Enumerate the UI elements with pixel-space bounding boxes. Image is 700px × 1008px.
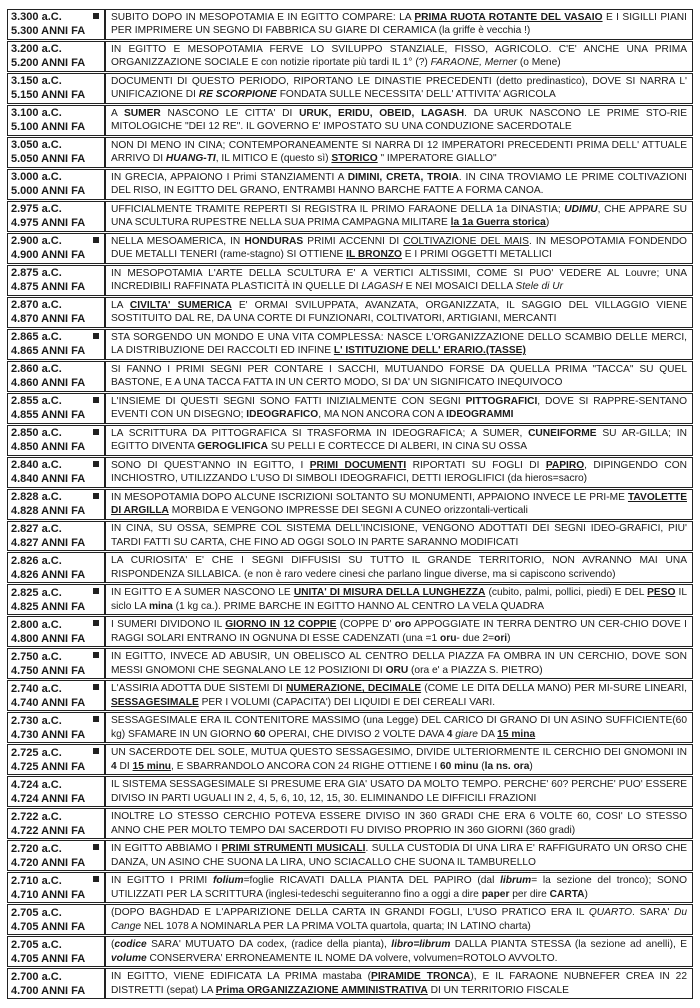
timeline-row (7, 616, 693, 647)
timeline-row (7, 169, 693, 200)
date-cell (8, 458, 106, 487)
year-label: 2.725 a.C. (11, 746, 62, 759)
event-description: IN GRECIA, APPAIONO I Primi STANZIAMENTI A DIMINI, CRETA, TROIA. IN CINA TROVIAMO LE PRIME COLTIVAZIONI DEL RISO, IN EGITTO DEL GRANO, ENTRAMBI HANNO BARCHE FATTE A FORMA CANOA. (111, 171, 687, 197)
date-cell (8, 170, 106, 199)
timeline-row (7, 73, 693, 104)
date-cell (8, 777, 106, 806)
event-description: UFFICIALMENTE TRAMITE REPERTI SI REGISTRA IL PRIMO FARAONE DELLA 1a DINASTIA; UDIMU, CHE APPARE SU UNA SCULTURA RUPESTRE NELLA SUA PRIMA CAMPAGNA MILITARE la 1a Guerra storica) (111, 203, 687, 229)
date-cell (8, 809, 106, 838)
year-label: 2.825 a.C. (11, 586, 62, 599)
event-description: LA CURIOSITA' E' CHE I SEGNI DIFFUSISI SU TUTTO IL GRANDE TERRITORIO, NON AVRANNO MAI UNA RISPONDENZA SILLABICA. (e non è raro vedere cinesi che parlano lingue diverse, ma si capiscono scrivendo) (111, 555, 687, 580)
date-cell (8, 266, 106, 295)
event-description: DOCUMENTI DI QUESTO PERIODO, RIPORTANO LE DINASTIE PRECEDENTI (detto predinastico), DOVE SI NARRA L' UNIFICAZIONE DI RE SCORPIONE FONDATA SULLE NECESSITA' DELL' ATTIVITA' AGRICOLA (111, 75, 687, 101)
year-label: 2.720 a.C. (11, 842, 62, 855)
year-label: 2.710 a.C. (11, 874, 62, 887)
years-ago-label: 4.825 ANNI FA (11, 600, 86, 613)
date-cell (8, 394, 106, 423)
timeline-row (7, 808, 693, 839)
timeline-row (7, 297, 693, 328)
event-description: SONO DI QUEST'ANNO IN EGITTO, I PRIMI DOCUMENTI RIPORTATI SU FOGLI DI PAPIRO, DIPINGENDO CON INCHIOSTRO, UTILIZZANDO L'USO DI SIMBOLI IDEOGRAFICI, DETTI IEROGLIFICI (da hieros=sacro) (111, 459, 687, 485)
square-bullet-icon (93, 333, 99, 339)
date-cell (8, 234, 106, 263)
year-label: 2.875 a.C. (11, 267, 62, 280)
timeline-row (7, 840, 693, 871)
years-ago-label: 4.828 ANNI FA (11, 505, 86, 518)
square-bullet-icon (93, 493, 99, 499)
year-label: 2.826 a.C. (11, 554, 62, 567)
year-label: 3.300 a.C. (11, 11, 62, 24)
date-cell (8, 681, 106, 710)
square-bullet-icon (93, 237, 99, 243)
event-description: LA SCRITTURA DA PITTOGRAFICA SI TRASFORMA IN IDEOGRAFICA; A SUMER, CUNEIFORME SU AR-GILLA; IN EGITTO DIVENTA GEROGLIFICA SU PELLI E CORTECCE DI ALBERI, IN CINA SU OSSA (111, 427, 687, 453)
year-label: 2.860 a.C. (11, 363, 62, 376)
years-ago-label: 5.050 ANNI FA (11, 153, 86, 166)
years-ago-label: 5.150 ANNI FA (11, 89, 86, 102)
square-bullet-icon (93, 461, 99, 467)
square-bullet-icon (93, 716, 99, 722)
event-description: A SUMER NASCONO LE CITTA' DI URUK, ERIDU, OBEID, LAGASH. DA URUK NASCONO LE PRIME STO-RIE MITOLOGICHE "DEI 12 RE". IL GOVERNO E' IMPOSTATO SU UNA CONDUZIONE SACERDOTALE (111, 107, 687, 133)
year-label: 2.975 a.C. (11, 203, 62, 216)
date-cell (8, 490, 106, 519)
year-label: 2.722 a.C. (11, 810, 62, 823)
event-description: IN MESOPOTAMIA L'ARTE DELLA SCULTURA E' A VERTICI ALTISSIMI, COME SI PUO' VEDERE AL Louvre; UNA INCREDIBILI RAFFINATA PLASTICITÀ IN QUELLE DI LAGASH E NEI MOSAICI DELLA Stele di Ur (111, 267, 687, 293)
years-ago-label: 4.722 ANNI FA (11, 824, 86, 837)
years-ago-label: 4.870 ANNI FA (11, 313, 86, 326)
years-ago-label: 4.827 ANNI FA (11, 536, 86, 549)
square-bullet-icon (93, 684, 99, 690)
timeline-row (7, 9, 693, 40)
event-description: UN SACERDOTE DEL SOLE, MUTUA QUESTO SESSAGESIMO, DIVIDE ULTERIORMENTE IL CERCHIO DEI GNOMONI IN 4 DI 15 minu, E SBARRANDOLO ANCORA CON 24 RIGHE OTTIENE I 60 minu (la ns. ora) (111, 747, 687, 772)
year-label: 2.865 a.C. (11, 331, 62, 344)
year-label: 2.870 a.C. (11, 299, 62, 312)
year-label: 2.828 a.C. (11, 491, 62, 504)
event-description: NELLA MESOAMERICA, IN HONDURAS PRIMI ACCENNI DI COLTIVAZIONE DEL MAIS. IN MESOPOTAMIA FONDENDO DUE METALLI TENERI (rame-stagno) SI OTTIENE IL BRONZO E I PRIMI OGGETTI METALLICI (111, 235, 687, 261)
year-label: 2.740 a.C. (11, 682, 62, 695)
years-ago-label: 4.850 ANNI FA (11, 441, 86, 454)
date-cell (8, 905, 106, 934)
timeline-row (7, 936, 693, 967)
timeline-row (7, 552, 693, 583)
event-description: SUBITO DOPO IN MESOPOTAMIA E IN EGITTO COMPARE: LA PRIMA RUOTA ROTANTE DEL VASAIO E I SIGILLI PIANI PER IMPRIMERE UN SEGNO DI FABBRICA SU GIARE DI CERAMICA (la griffe è vecchia !) (111, 11, 687, 37)
timeline-row (7, 968, 693, 999)
year-label: 3.150 a.C. (11, 75, 62, 88)
event-description: INOLTRE LO STESSO CERCHIO POTEVA ESSERE DIVISO IN 360 GRADI CHE ERA 6 VOLTE 60, COSI' LO STESSO ANNO CHE PER MOLTO TEMPO DAI SACERDOTI FU DIVISO PROPRIO IN 360 GIORNI (360 gradi) (111, 811, 687, 836)
years-ago-label: 4.860 ANNI FA (11, 377, 86, 390)
square-bullet-icon (93, 429, 99, 435)
year-label: 4.724 a.C. (11, 778, 62, 791)
timeline-row (7, 648, 693, 679)
timeline-row (7, 329, 693, 360)
date-cell (8, 362, 106, 391)
date-cell (8, 649, 106, 678)
date-cell (8, 585, 106, 614)
year-label: 2.800 a.C. (11, 618, 62, 631)
event-description: IN MESOPOTAMIA DOPO ALCUNE ISCRIZIONI SOLTANTO SU MONUMENTI, APPAIONO INVECE LE PRI-ME TAVOLETTE DI ARGILLA MORBIDA E VENGONO IMPRESSE DEI SEGNI A CUNEO orizzontali-verticali (111, 491, 687, 517)
timeline-row (7, 584, 693, 615)
date-cell (8, 426, 106, 455)
event-description: STA SORGENDO UN MONDO E UNA VITA COMPLESSA: NASCE L'ORGANIZZAZIONE DELLO SCAMBIO DELLE MERCI, LA DISTRIBUZIONE DEI RACCOLTI ED INFINE L' ISTITUZIONE DELL' ERARIO.(TASSE) (111, 331, 687, 357)
years-ago-label: 4.700 ANNI FA (11, 984, 86, 997)
event-description: IN EGITTO, INVECE AD ABUSIR, UN OBELISCO AL CENTRO DELLA PIAZZA FA OMBRA IN UN CERCHIO, DOVE SON MESSI GNOMONI CHE SEGNALANO LE 12 POSIZIONI DI ORU (ora e' a PIAZZA S. PIETRO) (111, 651, 687, 676)
year-label: 3.050 a.C. (11, 139, 62, 152)
year-label: 2.705 a.C. (11, 938, 62, 951)
timeline-row (7, 201, 693, 232)
event-description: IN EGITTO, VIENE EDIFICATA LA PRIMA mastaba (PIRAMIDE TRONCA), E IL FARAONE NUBNEFER CREA IN 22 DISTRETTI (sepat) LA Prima ORGANIZZAZIONE AMMINISTRATIVA DI UN TERRITORIO FISCALE (111, 971, 688, 996)
year-label: 2.750 a.C. (11, 650, 62, 663)
event-description: SI FANNO I PRIMI SEGNI PER CONTARE I SACCHI, MUTUANDO FORSE DA QUELLA PRIMA "TACCA" SU QUEL BASTONE, E A UNA TACCA FATTA IN UN CERTO MODO, SI DA' UN SIGNIFICATO INEQUIVOCO (111, 363, 687, 389)
square-bullet-icon (93, 748, 99, 754)
timeline-row (7, 361, 693, 392)
timeline-row (7, 265, 693, 296)
year-label: 2.855 a.C. (11, 395, 62, 408)
date-cell (8, 202, 106, 231)
square-bullet-icon (93, 588, 99, 594)
timeline-row (7, 233, 693, 264)
years-ago-label: 4.750 ANNI FA (11, 664, 86, 677)
date-cell (8, 553, 106, 582)
date-cell (8, 969, 106, 998)
event-description: IN EGITTO I PRIMI folium=foglie RICAVATI DALLA PIANTA DEL PAPIRO (dal librum= la sezione del tronco); SONO UTILIZZATI PER LA SCRITTURA (inglesi-tedeschi seguiteranno fino a oggi a dire paper per dire CARTA) (111, 875, 688, 900)
years-ago-label: 4.725 ANNI FA (11, 760, 86, 773)
event-description: IN CINA, SU OSSA, SEMPRE COL SISTEMA DELL'INCISIONE, VENGONO ADOTTATI DEI SEGNI IDEO-GRAFICI, PIU' TARDI FATTI SU CARTA, CHE FINO AD OGGI SOLO IN PARTE SARANNO MODIFICATI (111, 523, 687, 548)
event-description: (DOPO BAGHDAD E L'APPARIZIONE DELLA CARTA IN GRANDI FOGLI, L'USO PRATICO ERA IL QUARTO. SARA' Du Cange NEL 1078 A NOMINARLA PER LA PRIMA VOLTA quartola, quarta; IN LATINO charta) (111, 907, 687, 932)
timeline-row (7, 425, 693, 456)
timeline-row (7, 776, 693, 807)
event-description: NON DI MENO IN CINA; CONTEMPORANEAMENTE SI NARRA DI 12 IMPERATORI PRECEDENTI PRIMA DELL' ATTUALE ARRIVO DI HUANG-TI, IL MITICO E (questo sì) STORICO " IMPERATORE GIALLO" (111, 139, 687, 165)
square-bullet-icon (93, 13, 99, 19)
date-cell (8, 330, 106, 359)
date-cell (8, 745, 106, 774)
date-cell (8, 713, 106, 742)
years-ago-label: 4.875 ANNI FA (11, 281, 86, 294)
date-cell (8, 617, 106, 646)
years-ago-label: 5.100 ANNI FA (11, 121, 86, 134)
event-description: LA CIVILTA' SUMERICA E' ORMAI SVILUPPATA, AVANZATA, ORGANIZZATA, IL SAGGIO DEL VILLAGGIO VIENE SOSTITUITO DAL RE, DA UNA CORTE DI FUNZIONARI, COLTIVATORI, ARTIGIANI, MERCANTI (111, 299, 687, 325)
event-description: SESSAGESIMALE ERA IL CONTENITORE MASSIMO (una Legge) DEL CARICO DI GRANO DI UN ASINO SUFFICIENTE(60 kg) SFAMARE IN UN GIORNO 60 OPERAI, CHE DIVISO 2 VOLTE DAVA 4 giare DA 15 mina (111, 715, 687, 740)
years-ago-label: 5.000 ANNI FA (11, 185, 86, 198)
years-ago-label: 4.720 ANNI FA (11, 856, 86, 869)
year-label: 3.000 a.C. (11, 171, 62, 184)
years-ago-label: 4.730 ANNI FA (11, 728, 86, 741)
timeline-row (7, 872, 693, 903)
year-label: 2.730 a.C. (11, 714, 62, 727)
date-cell (8, 937, 106, 966)
timeline-row (7, 744, 693, 775)
timeline-table (7, 9, 693, 1000)
years-ago-label: 4.826 ANNI FA (11, 568, 86, 581)
event-description: IN EGITTO E A SUMER NASCONO LE UNITA' DI MISURA DELLA LUNGHEZZA (cubito, palmi, pollici, piedi) E DEL PESO IL siclo LA mina (1 kg ca.). PRIME BARCHE IN EGITTO HANNO AL CENTRO LA VELA QUADRA (111, 587, 688, 612)
event-description: IN EGITTO E MESOPOTAMIA FERVE LO SVILUPPO STANZIALE, FISSO, AGRICOLO. C'E' ANCHE UNA PRIMA ORGANIZZAZIONE SOCIALE E con notizie riportate più tardi IL 1° (?) FARAONE, Merner (o Mene) (111, 43, 687, 69)
years-ago-label: 4.975 ANNI FA (11, 217, 86, 230)
years-ago-label: 5.200 ANNI FA (11, 57, 86, 70)
year-label: 2.840 a.C. (11, 459, 62, 472)
timeline-row (7, 489, 693, 520)
date-cell (8, 873, 106, 902)
square-bullet-icon (93, 620, 99, 626)
date-cell (8, 74, 106, 103)
date-cell (8, 298, 106, 327)
year-label: 2.850 a.C. (11, 427, 62, 440)
timeline-row (7, 521, 693, 552)
years-ago-label: 4.865 ANNI FA (11, 345, 86, 358)
year-label: 2.705 a.C. (11, 906, 62, 919)
square-bullet-icon (93, 397, 99, 403)
date-cell (8, 106, 106, 135)
timeline-row (7, 712, 693, 743)
year-label: 3.100 a.C. (11, 107, 62, 120)
date-cell (8, 42, 106, 71)
years-ago-label: 4.724 ANNI FA (11, 792, 86, 805)
square-bullet-icon (93, 652, 99, 658)
event-description: I SUMERI DIVIDONO IL GIORNO IN 12 COPPIE (COPPE D' oro APPOGGIATE IN TERRA DENTRO UN CER-CHIO DOVE I RAGGI SOLARI ENTRANO IN OGNUNA DI ESSE CADENZATI (una =1 oru- due 2=ori) (111, 619, 687, 644)
years-ago-label: 4.900 ANNI FA (11, 249, 86, 262)
timeline-row (7, 393, 693, 424)
event-description: L'ASSIRIA ADOTTA DUE SISTEMI DI NUMERAZIONE, DECIMALE (COME LE DITA DELLA MANO) PER MI-SURE LINEARI, SESSAGESIMALE PER I VOLUMI (CAPACITA') DEI LIQUIDI E DEI CEREALI VARI. (111, 683, 687, 708)
years-ago-label: 4.705 ANNI FA (11, 920, 86, 933)
years-ago-label: 4.705 ANNI FA (11, 952, 86, 965)
years-ago-label: 5.300 ANNI FA (11, 25, 86, 38)
date-cell (8, 841, 106, 870)
timeline-row (7, 904, 693, 935)
year-label: 2.900 a.C. (11, 235, 62, 248)
years-ago-label: 4.740 ANNI FA (11, 696, 86, 709)
timeline-row (7, 41, 693, 72)
timeline-row (7, 105, 693, 136)
square-bullet-icon (93, 876, 99, 882)
year-label: 2.827 a.C. (11, 522, 62, 535)
year-label: 3.200 a.C. (11, 43, 62, 56)
year-label: 2.700 a.C. (11, 970, 62, 983)
event-description: IL SISTEMA SESSAGESIMALE SI PRESUME ERA GIA' USATO DA MOLTO TEMPO. PERCHE' 60? PERCHE' PUO' ESSERE DIVISO IN PARTI UGUALI IN 2, 4, 5, 6, 10, 12, 15, 30. ELIMINANDO LE DIFFICILI FRAZIONI (111, 779, 687, 804)
timeline-row (7, 680, 693, 711)
timeline-row (7, 137, 693, 168)
date-cell (8, 10, 106, 39)
event-description: IN EGITTO ABBIAMO I PRIMI STRUMENTI MUSICALI. SULLA CUSTODIA DI UNA LIRA E' RAFFIGURATO UN ORSO CHE DANZA, UN ASINO CHE SUONA LA LIRA, UNO SCIACALLO CHE SUONA IL TAMBURELLO (111, 843, 688, 868)
event-description: L'INSIEME DI QUESTI SEGNI SONO FATTI INIZIALMENTE CON SEGNI PITTOGRAFICI, DOVE SI RAPPRE-SENTANO EVENTI CON UN DISEGNO; IDEOGRAFICO, MA NON ANCORA CON A IDEOGRAMMI (111, 395, 687, 421)
years-ago-label: 4.800 ANNI FA (11, 632, 86, 645)
timeline-row (7, 457, 693, 488)
event-description: (codice SARA' MUTUATO DA codex, (radice della pianta), libro=librum DALLA PIANTA STESSA (la sezione ad anelli), E volume CONSERVERA' ERRONEAMENTE IL NOME DA volvere, volvumen=ROTOLO AVVOLTO. (111, 939, 687, 964)
years-ago-label: 4.855 ANNI FA (11, 409, 86, 422)
date-cell (8, 138, 106, 167)
date-cell (8, 522, 106, 551)
years-ago-label: 4.710 ANNI FA (11, 888, 86, 901)
square-bullet-icon (93, 844, 99, 850)
years-ago-label: 4.840 ANNI FA (11, 473, 86, 486)
